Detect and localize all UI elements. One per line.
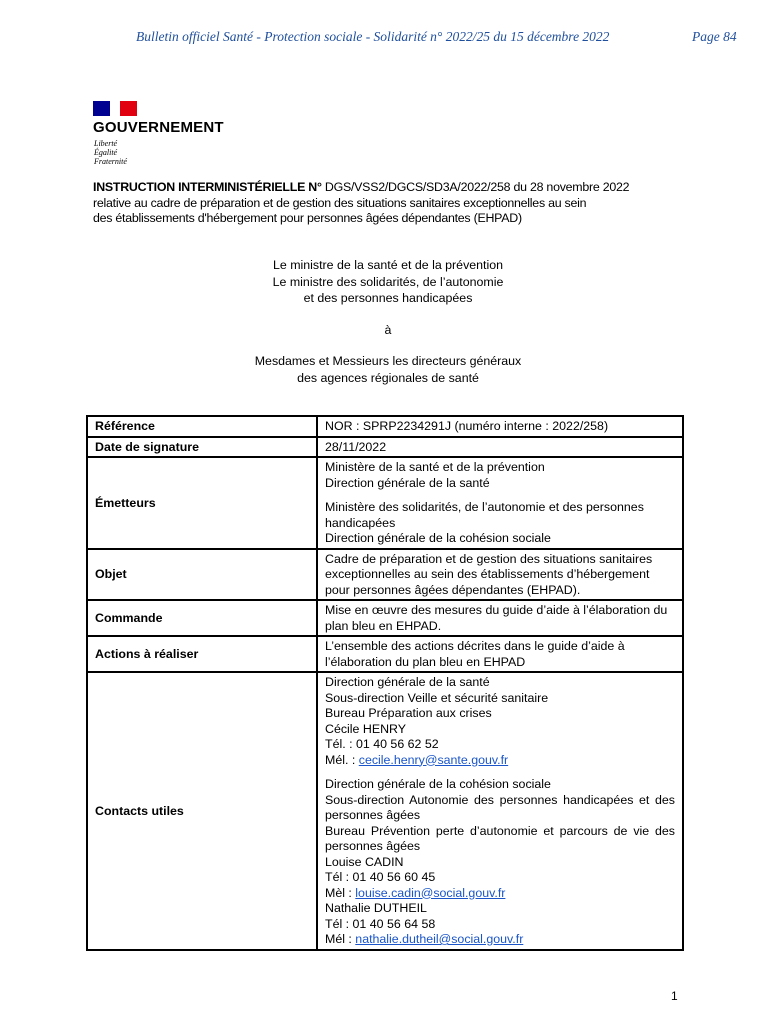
instruction-info-table: [86, 415, 684, 951]
objet-value: Cadre de préparation et de gestion des situations sanitaires exceptionnelles au sein des établissements d’hébergement pour personnes âgées dépendantes (EHPAD).: [317, 549, 683, 601]
table-row-actions: [87, 636, 683, 672]
dgs-contact-mail-line: [325, 753, 675, 769]
dgcs-bureau: Bureau Prévention perte d’autonomie et parcours de vie des personnes âgées: [325, 823, 675, 853]
dgcs-contact2-name: Nathalie DUTHEIL: [325, 901, 427, 915]
instruction-title: [93, 180, 683, 227]
table-row-emetteurs: [87, 457, 683, 549]
commande-label: Commande: [87, 600, 317, 636]
emetteurs-value: [317, 457, 683, 549]
dgs-direction: Direction générale de la santé: [325, 675, 490, 689]
republic-motto: [94, 139, 127, 166]
motto-fraternite: Fraternité: [94, 157, 127, 166]
dgs-subdirection: Sous-direction Veille et sécurité sanitaire: [325, 690, 549, 705]
signature-label: Date de signature: [87, 437, 317, 458]
contacts-label: Contacts utiles: [87, 672, 317, 950]
dgcs-contact1-mail-line: [325, 886, 675, 902]
dgcs-contact1-phone: Tél : 01 40 56 60 45: [325, 870, 436, 884]
instruction-line-3: des établissements d'hébergement pour personnes âgées dépendantes (EHPAD): [93, 211, 522, 225]
signature-value: 28/11/2022: [317, 437, 683, 458]
instruction-line-2: relative au cadre de préparation et de gestion des situations sanitaires exceptionnelles au sein: [93, 195, 587, 210]
dgs-contact-phone: Tél. : 01 40 56 62 52: [325, 737, 439, 751]
government-logo: [93, 101, 253, 167]
french-flag-icon: [93, 101, 137, 116]
reference-label: Référence: [87, 416, 317, 437]
sender-line-3: et des personnes handicapées: [303, 291, 473, 305]
dgs-bureau: Bureau Préparation aux crises: [325, 706, 492, 720]
emetteur-ministry-solidarity: Ministère des solidarités, de l’autonomie et des personnes handicapées: [325, 500, 644, 530]
dgcs-direction: Direction générale de la cohésion sociale: [325, 777, 551, 791]
instruction-reference: DGS/VSS2/DGCS/SD3A/2022/258 du 28 novembre 2022: [321, 180, 630, 194]
dgcs-contact2-mail-label: Mél :: [325, 932, 356, 946]
table-row-objet: [87, 549, 683, 601]
table-row-signature: [87, 437, 683, 458]
instruction-line-1: [93, 180, 683, 196]
dgcs-contact2-mail-link[interactable]: nathalie.dutheil@social.gouv.fr: [355, 932, 524, 946]
dgs-mail-link[interactable]: cecile.henry@sante.gouv.fr: [358, 752, 509, 767]
flag-red-band: [120, 101, 137, 116]
actions-label: Actions à réaliser: [87, 636, 317, 672]
recipient-line-2: des agences régionales de santé: [297, 370, 479, 385]
senders: [93, 257, 683, 307]
dgcs-contact2-mail-line: [325, 932, 675, 948]
objet-label: Objet: [87, 549, 317, 601]
contacts-value: [317, 672, 683, 950]
emetteur-dgs: Direction générale de la santé: [325, 475, 490, 490]
flag-white-band: [110, 101, 120, 116]
to-word: à: [384, 323, 392, 337]
sender-line-2: Le ministre des solidarités, de l’autonomie: [272, 274, 504, 289]
table-row-contacts: [87, 672, 683, 950]
recipients: [93, 353, 683, 386]
dgcs-contact1-mail-link[interactable]: louise.cadin@social.gouv.fr: [355, 885, 506, 900]
motto-egalite: Égalité: [94, 148, 118, 157]
dgcs-contact1-mail-label: Mèl :: [325, 885, 356, 900]
reference-value: NOR : SPRP2234291J (numéro interne : 2022/258): [317, 416, 683, 437]
bulletin-title: Bulletin officiel Santé - Protection sociale - Solidarité n° 2022/25 du 15 décembre 2022: [136, 29, 610, 44]
flag-blue-band: [93, 101, 110, 116]
bulletin-page-number: Page 84: [692, 29, 737, 44]
recipient-line-1: Mesdames et Messieurs les directeurs généraux: [254, 354, 522, 368]
table-row-reference: [87, 416, 683, 437]
page-number: 1: [671, 989, 678, 1003]
emetteur-ministry-health: Ministère de la santé et de la prévention: [325, 460, 545, 474]
dgs-contact-name: Cécile HENRY: [325, 721, 407, 736]
emetteur-dgcs: Direction générale de la cohésion sociale: [325, 531, 551, 545]
sender-line-1: Le ministre de la santé et de la prévention: [272, 258, 504, 272]
motto-liberte: Liberté: [94, 139, 118, 148]
dgcs-contact1-name: Louise CADIN: [325, 854, 404, 869]
government-wordmark: GOUVERNEMENT: [93, 119, 224, 136]
running-header: [0, 29, 770, 47]
dgcs-contact2-phone: Tél : 01 40 56 64 58: [325, 916, 436, 931]
emetteurs-label: Émetteurs: [87, 457, 317, 549]
dgcs-subdirection: Sous-direction Autonomie des personnes handicapées et des personnes âgées: [325, 792, 675, 822]
table-row-commande: [87, 600, 683, 636]
actions-value: L’ensemble des actions décrites dans le guide d’aide à l’élaboration du plan bleu en EHPAD: [317, 636, 683, 672]
dgs-mail-label: Mél. :: [325, 752, 359, 767]
instruction-label: INSTRUCTION INTERMINISTÉRIELLE N°: [93, 180, 322, 194]
commande-value: Mise en œuvre des mesures du guide d’aide à l’élaboration du plan bleu en EHPAD.: [317, 600, 683, 636]
addressed-to: [93, 322, 683, 339]
